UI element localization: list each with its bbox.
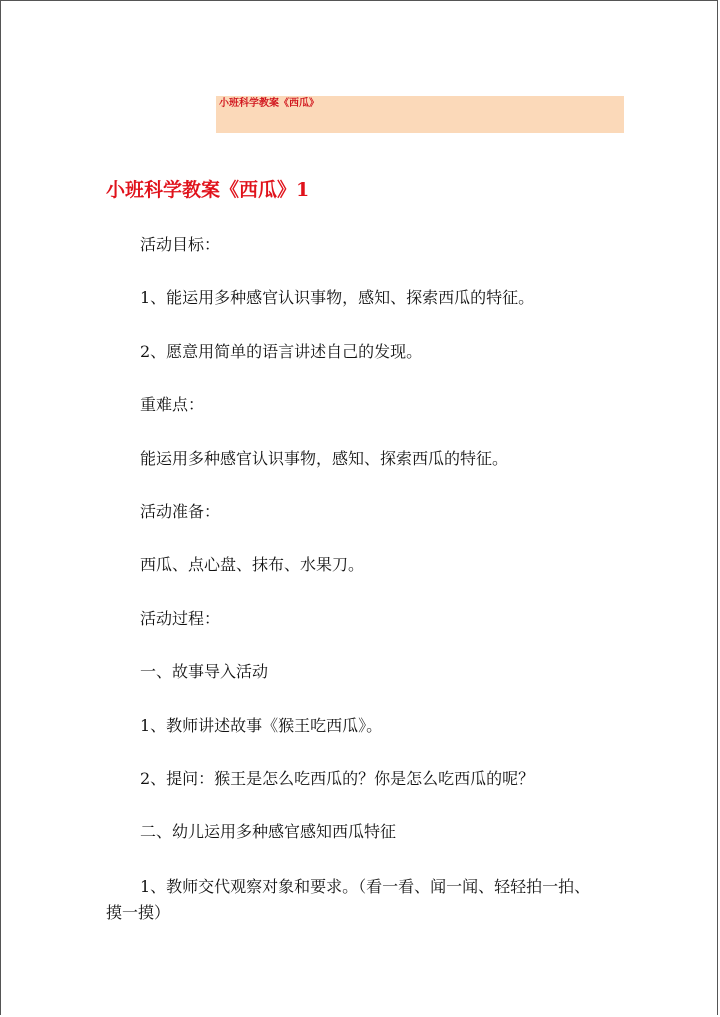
section-heading-key-points: 重难点： [140, 395, 205, 414]
paragraph: 2、愿意用简单的语言讲述自己的发现。 [140, 342, 423, 361]
paragraph: 二、幼儿运用多种感官感知西瓜特征 [140, 822, 397, 841]
paragraph: 西瓜、点心盘、抹布、水果刀。 [140, 555, 365, 574]
paragraph: 1、能运用多种感官认识事物，感知、探索西瓜的特征。 [140, 288, 535, 307]
section-heading-process: 活动过程： [140, 609, 221, 628]
paragraph: 2、提问：猴王是怎么吃西瓜的？你是怎么吃西瓜的呢？ [140, 769, 535, 788]
paragraph: 1、教师讲述故事《猴王吃西瓜》。 [140, 716, 383, 735]
section-heading-goals: 活动目标： [140, 235, 221, 254]
header-banner-text: 小班科学教案《西瓜》 [219, 98, 319, 109]
paragraph-line-1: 1、教师交代观察对象和要求。（看一看、闻一闻、轻轻拍一拍、 [140, 877, 591, 896]
paragraph: 一、故事导入活动 [140, 662, 269, 681]
paragraph-wrapped [106, 874, 640, 926]
document-title: 小班科学教案《西瓜》1 [106, 179, 310, 201]
paragraph-line-2: 摸一摸） [106, 903, 171, 922]
header-banner [216, 96, 624, 133]
paragraph: 能运用多种感官认识事物，感知、探索西瓜的特征。 [140, 449, 509, 468]
section-heading-preparation: 活动准备： [140, 502, 221, 521]
